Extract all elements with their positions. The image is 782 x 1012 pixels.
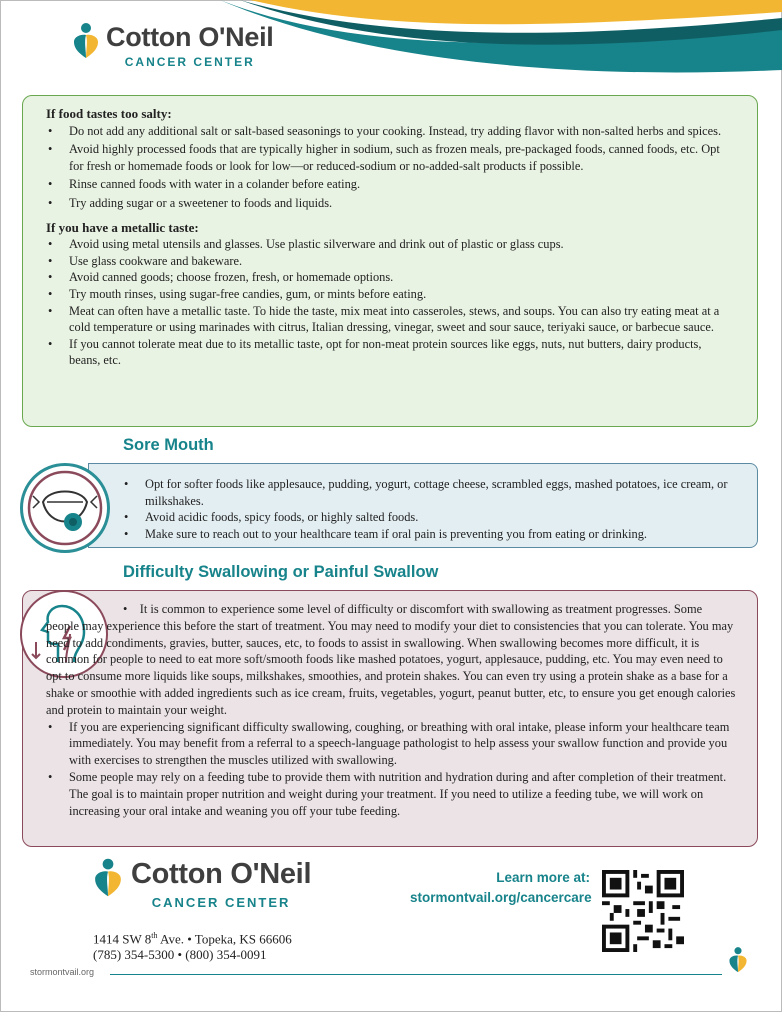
header-logo [72, 22, 274, 69]
list-item: • Make sure to reach out to your healthcare team if oral pain is preventing you from eating or drinking. [122, 526, 742, 543]
list-item: • Try adding sugar or a sweetener to foods and liquids. [46, 195, 726, 212]
qr-code-icon[interactable] [602, 870, 684, 952]
salty-list [46, 123, 726, 212]
list-item: • Meat can often have a metallic taste. To hide the taste, mix meat into casseroles, stews, and soups. You can also try eating meat at a cold temperature or using marinades with citrus, Italian dressing, vinegar, sweet and sour sauce, teriyaki sauce, or barbecue sauce. [46, 303, 726, 336]
swallow-lead-text: It is common to experience some level of difficulty or discomfort with swallowing as treatment progresses. Some people may experience this before the start of treatment. You may need to modify your diet to consistencies that you can tolerate. You may need to add condiments, gravies, butter, sauces, etc, to foods to assist in swallowing. When swallowing becomes more difficult, it is common for people to need to eat more soft/smooth foods like mashed potatoes, yogurt, applesauce, pudding, etc. You may even need to opt to consume more liquids like soups, milkshakes, smoothies, and protein shakes. You can even try using a protein shake as a base for a shake or smoothie with added ingredients such as ice cream, fruits, vegetables, yogurt, peanut butter, etc, to ensure you get enough calories and protein to maintain your weight. [46, 602, 736, 717]
learn-more-label: Learn more at: [496, 870, 590, 885]
footer-address: 1414 SW 8th Ave. • Topeka, KS 66606 [93, 931, 292, 947]
brand-name: Cotton O'Neil [106, 22, 274, 52]
list-item: • If you are experiencing significant difficulty swallowing, coughing, or breathing with oral intake, please inform your healthcare team immediately. You may benefit from a referral to a speech-language pathologist to help assess your swallow function and provide you with exercises to strengthen the muscles utilized with swallowing. [46, 719, 738, 769]
mouth-icon [20, 463, 110, 553]
learn-more-block [410, 868, 590, 908]
sore-mouth-section [122, 476, 742, 542]
list-item: • Some people may rely on a feeding tube to provide them with nutrition and hydration during and after completion of their treatment. The goal is to maintain proper nutrition and weight during your treatment. If you need to utilize a feeding tube, we will work on increasing your oral intake and weaning you off your tube feeding. [46, 769, 738, 819]
swallow-list [46, 719, 738, 820]
swallow-heading: Difficulty Swallowing or Painful Swallow [123, 563, 439, 581]
list-item: • If you cannot tolerate meat due to its metallic taste, opt for non-meat protein sources like eggs, nuts, nut butters, dairy products, beans, etc. [46, 336, 726, 369]
list-item: • Try mouth rinses, using sugar-free candies, gum, or mints before eating. [46, 286, 726, 303]
footer-small-url[interactable]: stormontvail.org [30, 967, 95, 977]
list-item: • Rinse canned foods with water in a colander before eating. [46, 176, 726, 193]
swallow-lead [46, 601, 738, 719]
corner-logo-mark-icon [728, 945, 748, 975]
footer-contact [93, 928, 292, 963]
footer-logo [93, 857, 311, 910]
list-item: • Avoid acidic foods, spicy foods, or highly salted foods. [122, 509, 742, 526]
footer-brand-name: Cotton O'Neil [131, 858, 312, 890]
logo-mark-icon [93, 857, 123, 899]
list-item: • Opt for softer foods like applesauce, pudding, yogurt, cottage cheese, scrambled eggs, mashed potatoes, ice cream, or milkshakes. [122, 476, 742, 509]
brand-subname: CANCER CENTER [124, 55, 255, 69]
metallic-heading: If you have a metallic taste: [46, 219, 199, 235]
salty-heading: If food tastes too salty: [46, 106, 172, 121]
list-item: • Use glass cookware and bakeware. [46, 253, 726, 270]
footer-brand-subname: CANCER CENTER [151, 895, 291, 910]
swallow-section [46, 601, 738, 819]
list-item: • Avoid highly processed foods that are typically higher in sodium, such as frozen meals, pre-packaged foods, canned foods, etc. Opt for fresh or homemade foods or look for low—or reduced-sodium or no-added-salt products if possible. [46, 141, 726, 174]
sore-mouth-list [122, 476, 742, 542]
learn-more-link[interactable]: stormontvail.org/cancercare [410, 890, 592, 905]
list-item: • Do not add any additional salt or salt-based seasonings to your cooking. Instead, try adding flavor with non-salted herbs and spices. [46, 123, 726, 140]
list-item: • Avoid using metal utensils and glasses. Use plastic silverware and drink out of plastic or glass cups. [46, 236, 726, 253]
lead-bullet: • [123, 602, 140, 616]
logo-mark-icon [72, 22, 100, 60]
metallic-list [46, 236, 726, 369]
footer-phone: (785) 354-5300 • (800) 354-0091 [93, 947, 267, 963]
footer-divider [110, 974, 722, 975]
list-item: • Avoid canned goods; choose frozen, fresh, or homemade options. [46, 269, 726, 286]
sore-mouth-heading: Sore Mouth [123, 436, 214, 454]
salty-section [46, 106, 726, 369]
